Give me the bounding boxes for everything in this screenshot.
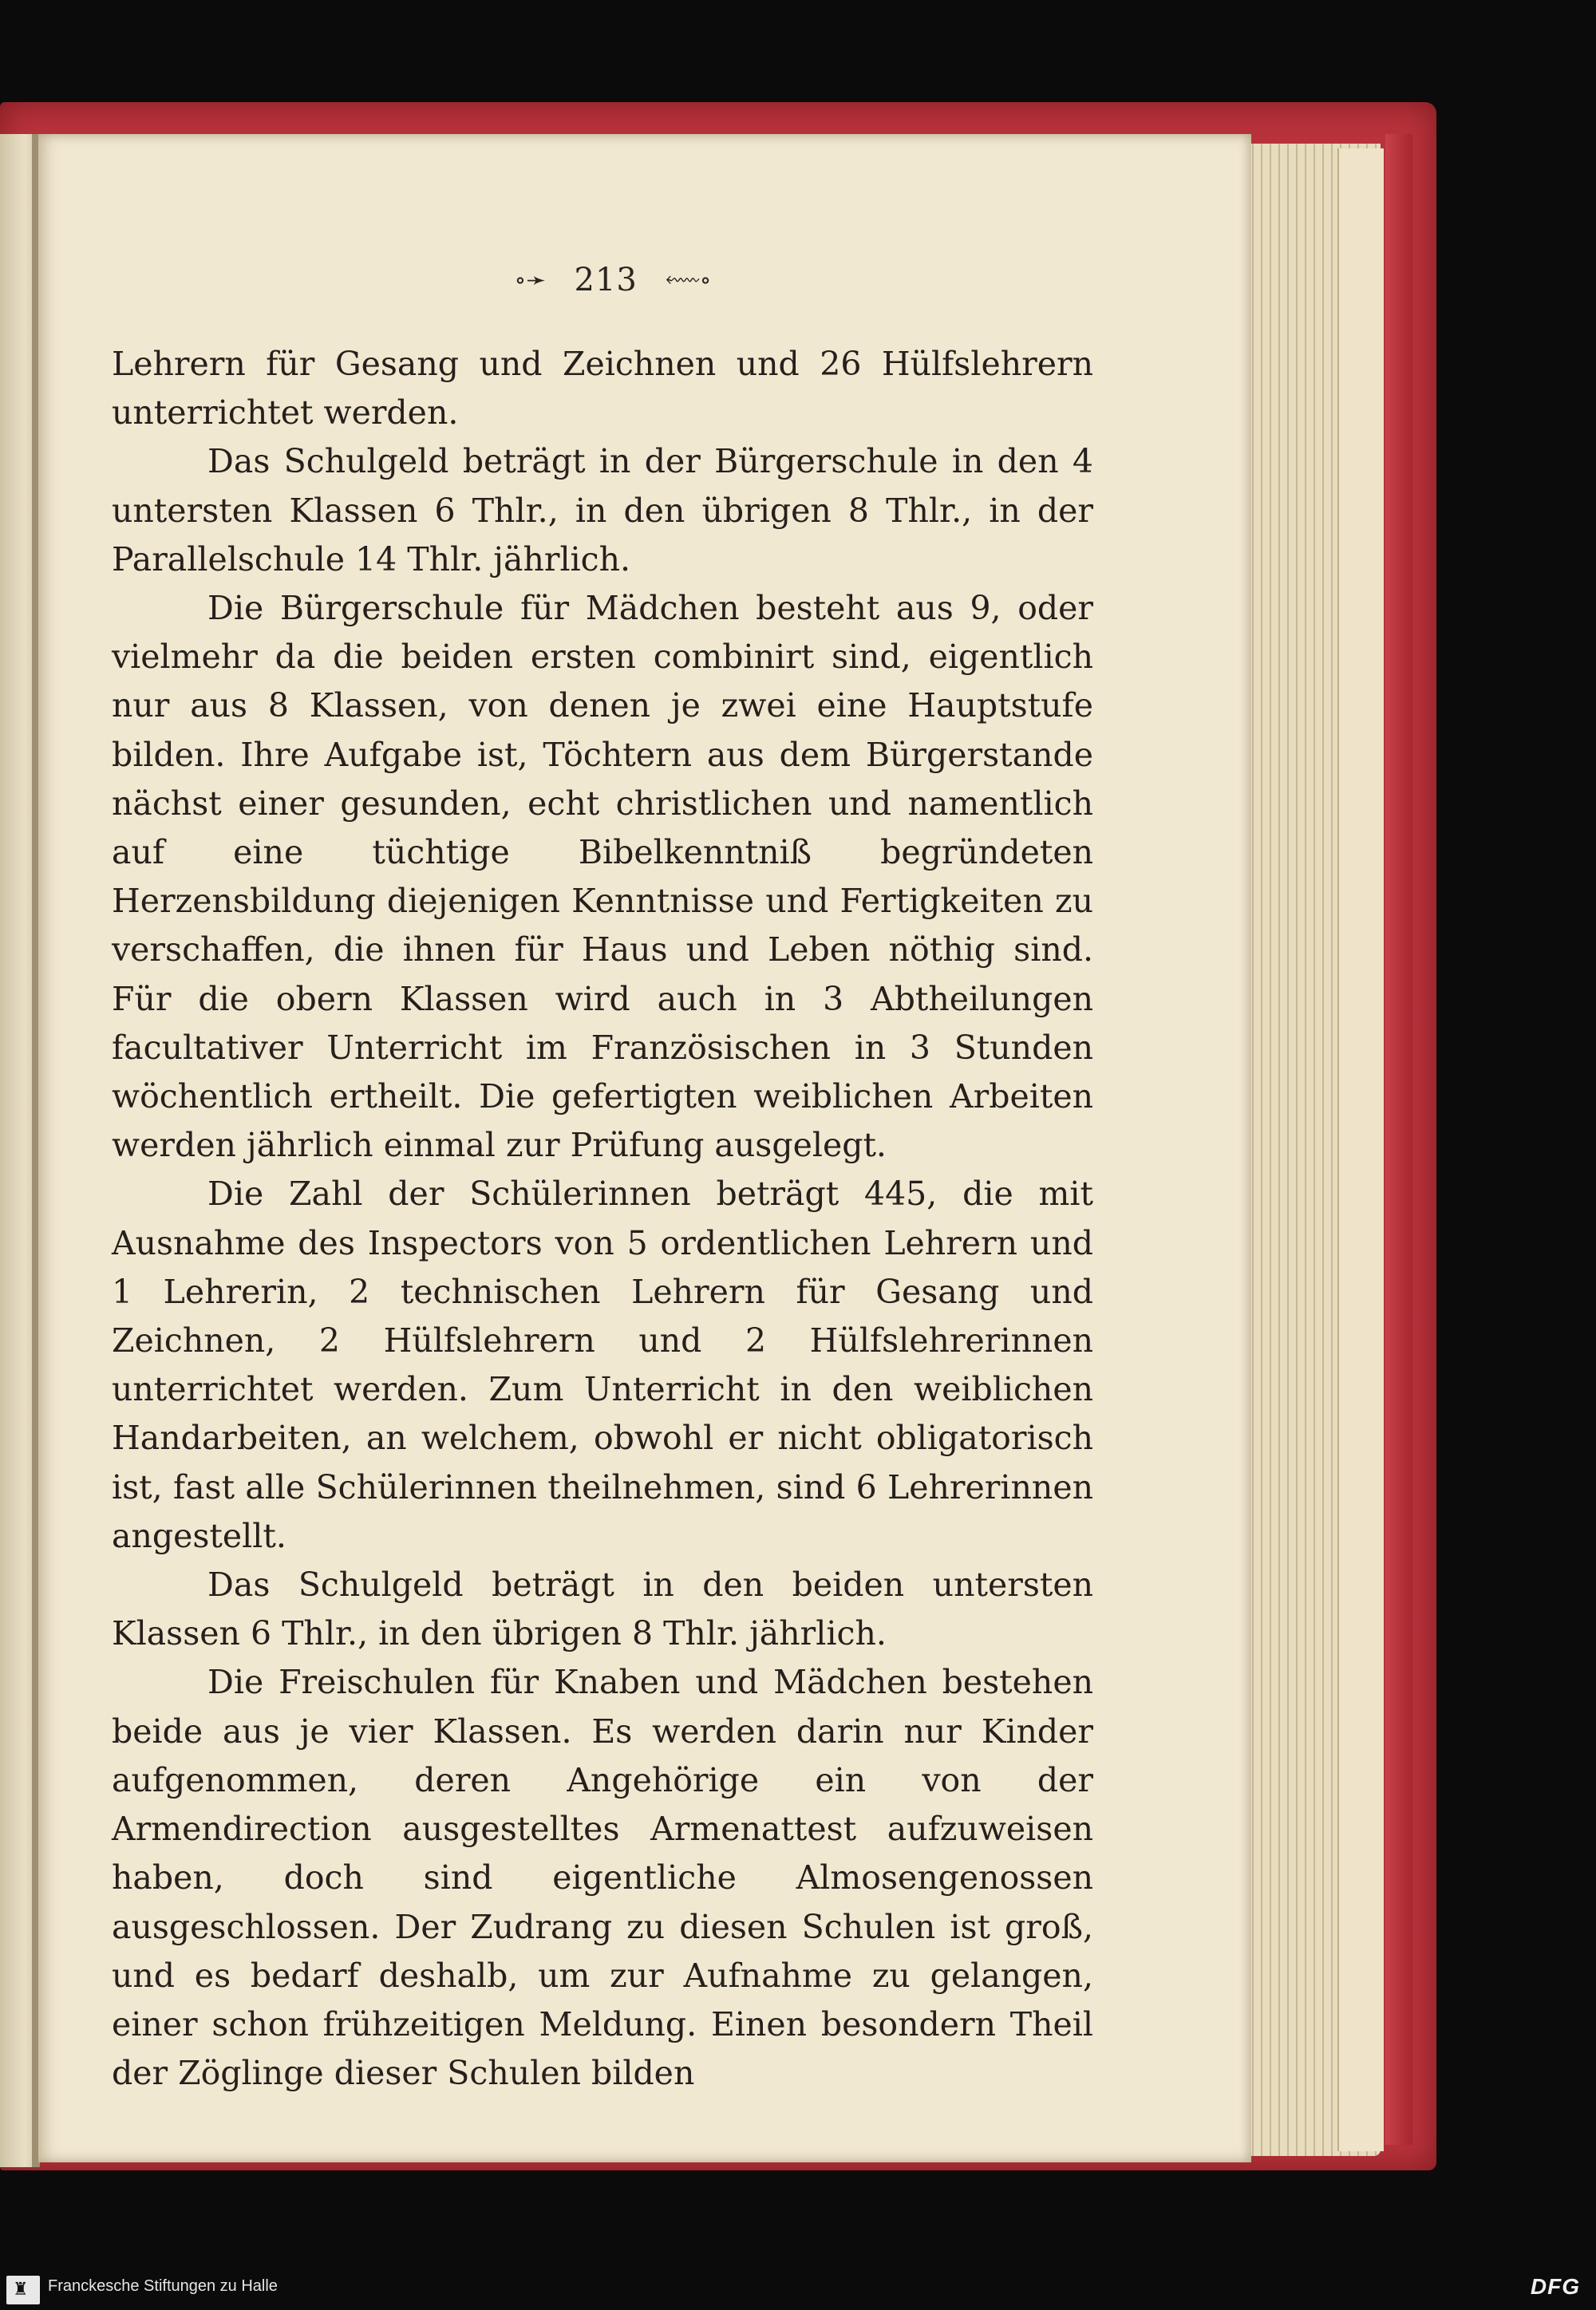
- paragraph: Die Bürgerschule für Mädchen besteht aus 9, oder vielmehr da die beiden ersten combinirt sind, eigentlich nur aus 8 Klassen, von denen je zwei eine Hauptstufe bilden. Ihre Aufgabe ist, Töchtern aus dem Bürgerstande nächst einer gesunden, echt christlichen und namentlich auf eine tüchtige Bibelkenntniß begründeten Herzensbildung diejenigen Kenntnisse und Fertigkeiten zu verschaffen, die ihnen für Haus und Leben nöthig sind. Für die obern Klassen wird auch in 3 Abtheilungen facultativer Unterricht im Französischen in 3 Stunden wöchentlich ertheilt. Die gefertigten weiblichen Arbeiten werden jährlich einmal zur Prüfung ausgelegt.: [112, 589, 1093, 1165]
- dfg-logo: DFG: [1530, 2274, 1580, 2299]
- viewer-footer: [0, 2266, 1596, 2310]
- paragraph: Die Freischulen für Knaben und Mädchen bestehen beide aus je vier Klassen. Es werden darin nur Kinder aufgenommen, deren Angehörige ein von der Armendirection ausgestelltes Armenattest aufzuweisen haben, doch sind eigentliche Almosengenossen ausgeschlossen. Der Zudrang zu diesen Schulen ist groß, und es bedarf deshalb, um zur Aufnahme zu gelangen, einer schon frühzeitigen Meldung. Einen besondern Theil der Zöglinge dieser Schulen bilden: [112, 1663, 1093, 2093]
- footer-institution: Franckesche Stiftungen zu Halle: [48, 2277, 278, 2295]
- cover-edge: [1385, 134, 1412, 2145]
- page-stack-last-leaf: [1337, 148, 1384, 2151]
- seal-icon: ♜: [6, 2276, 40, 2304]
- body-text: [112, 340, 1093, 2098]
- paragraph: Das Schulgeld beträgt in der Bürgerschule in den 4 untersten Klassen 6 Thlr., in den übrigen 8 Thlr., in der Parallelschule 14 Thlr. jährlich.: [112, 442, 1093, 578]
- paragraph: Die Zahl der Schülerinnen beträgt 445, die mit Ausnahme des Inspectors von 5 ordentlichen Lehrern und 1 Lehrerin, 2 technischen Lehrern für Gesang und Zeichnen, 2 Hülfslehrern und 2 Hülfslehrerinnen unterrichtet werden. Zum Unterricht in den weiblichen Handarbeiten, an welchem, obwohl er nicht obligatorisch ist, fast alle Schülerinnen theilnehmen, sind 6 Lehrerinnen angestellt.: [112, 1175, 1093, 1555]
- left-page-sliver: [0, 134, 35, 2167]
- paragraph: Das Schulgeld beträgt in den beiden untersten Klassen 6 Thlr., in den übrigen 8 Thlr. jährlich.: [112, 1566, 1093, 1653]
- page: [38, 134, 1251, 2162]
- ornament-left-icon: ∘➛: [514, 266, 547, 294]
- ornament-right-icon: ⬳∘: [665, 266, 712, 294]
- paragraph: Lehrern für Gesang und Zeichnen und 26 Hülfslehrern unterrichtet werden.: [112, 345, 1093, 432]
- page-header: [38, 262, 1187, 298]
- page-number: 213: [574, 262, 638, 298]
